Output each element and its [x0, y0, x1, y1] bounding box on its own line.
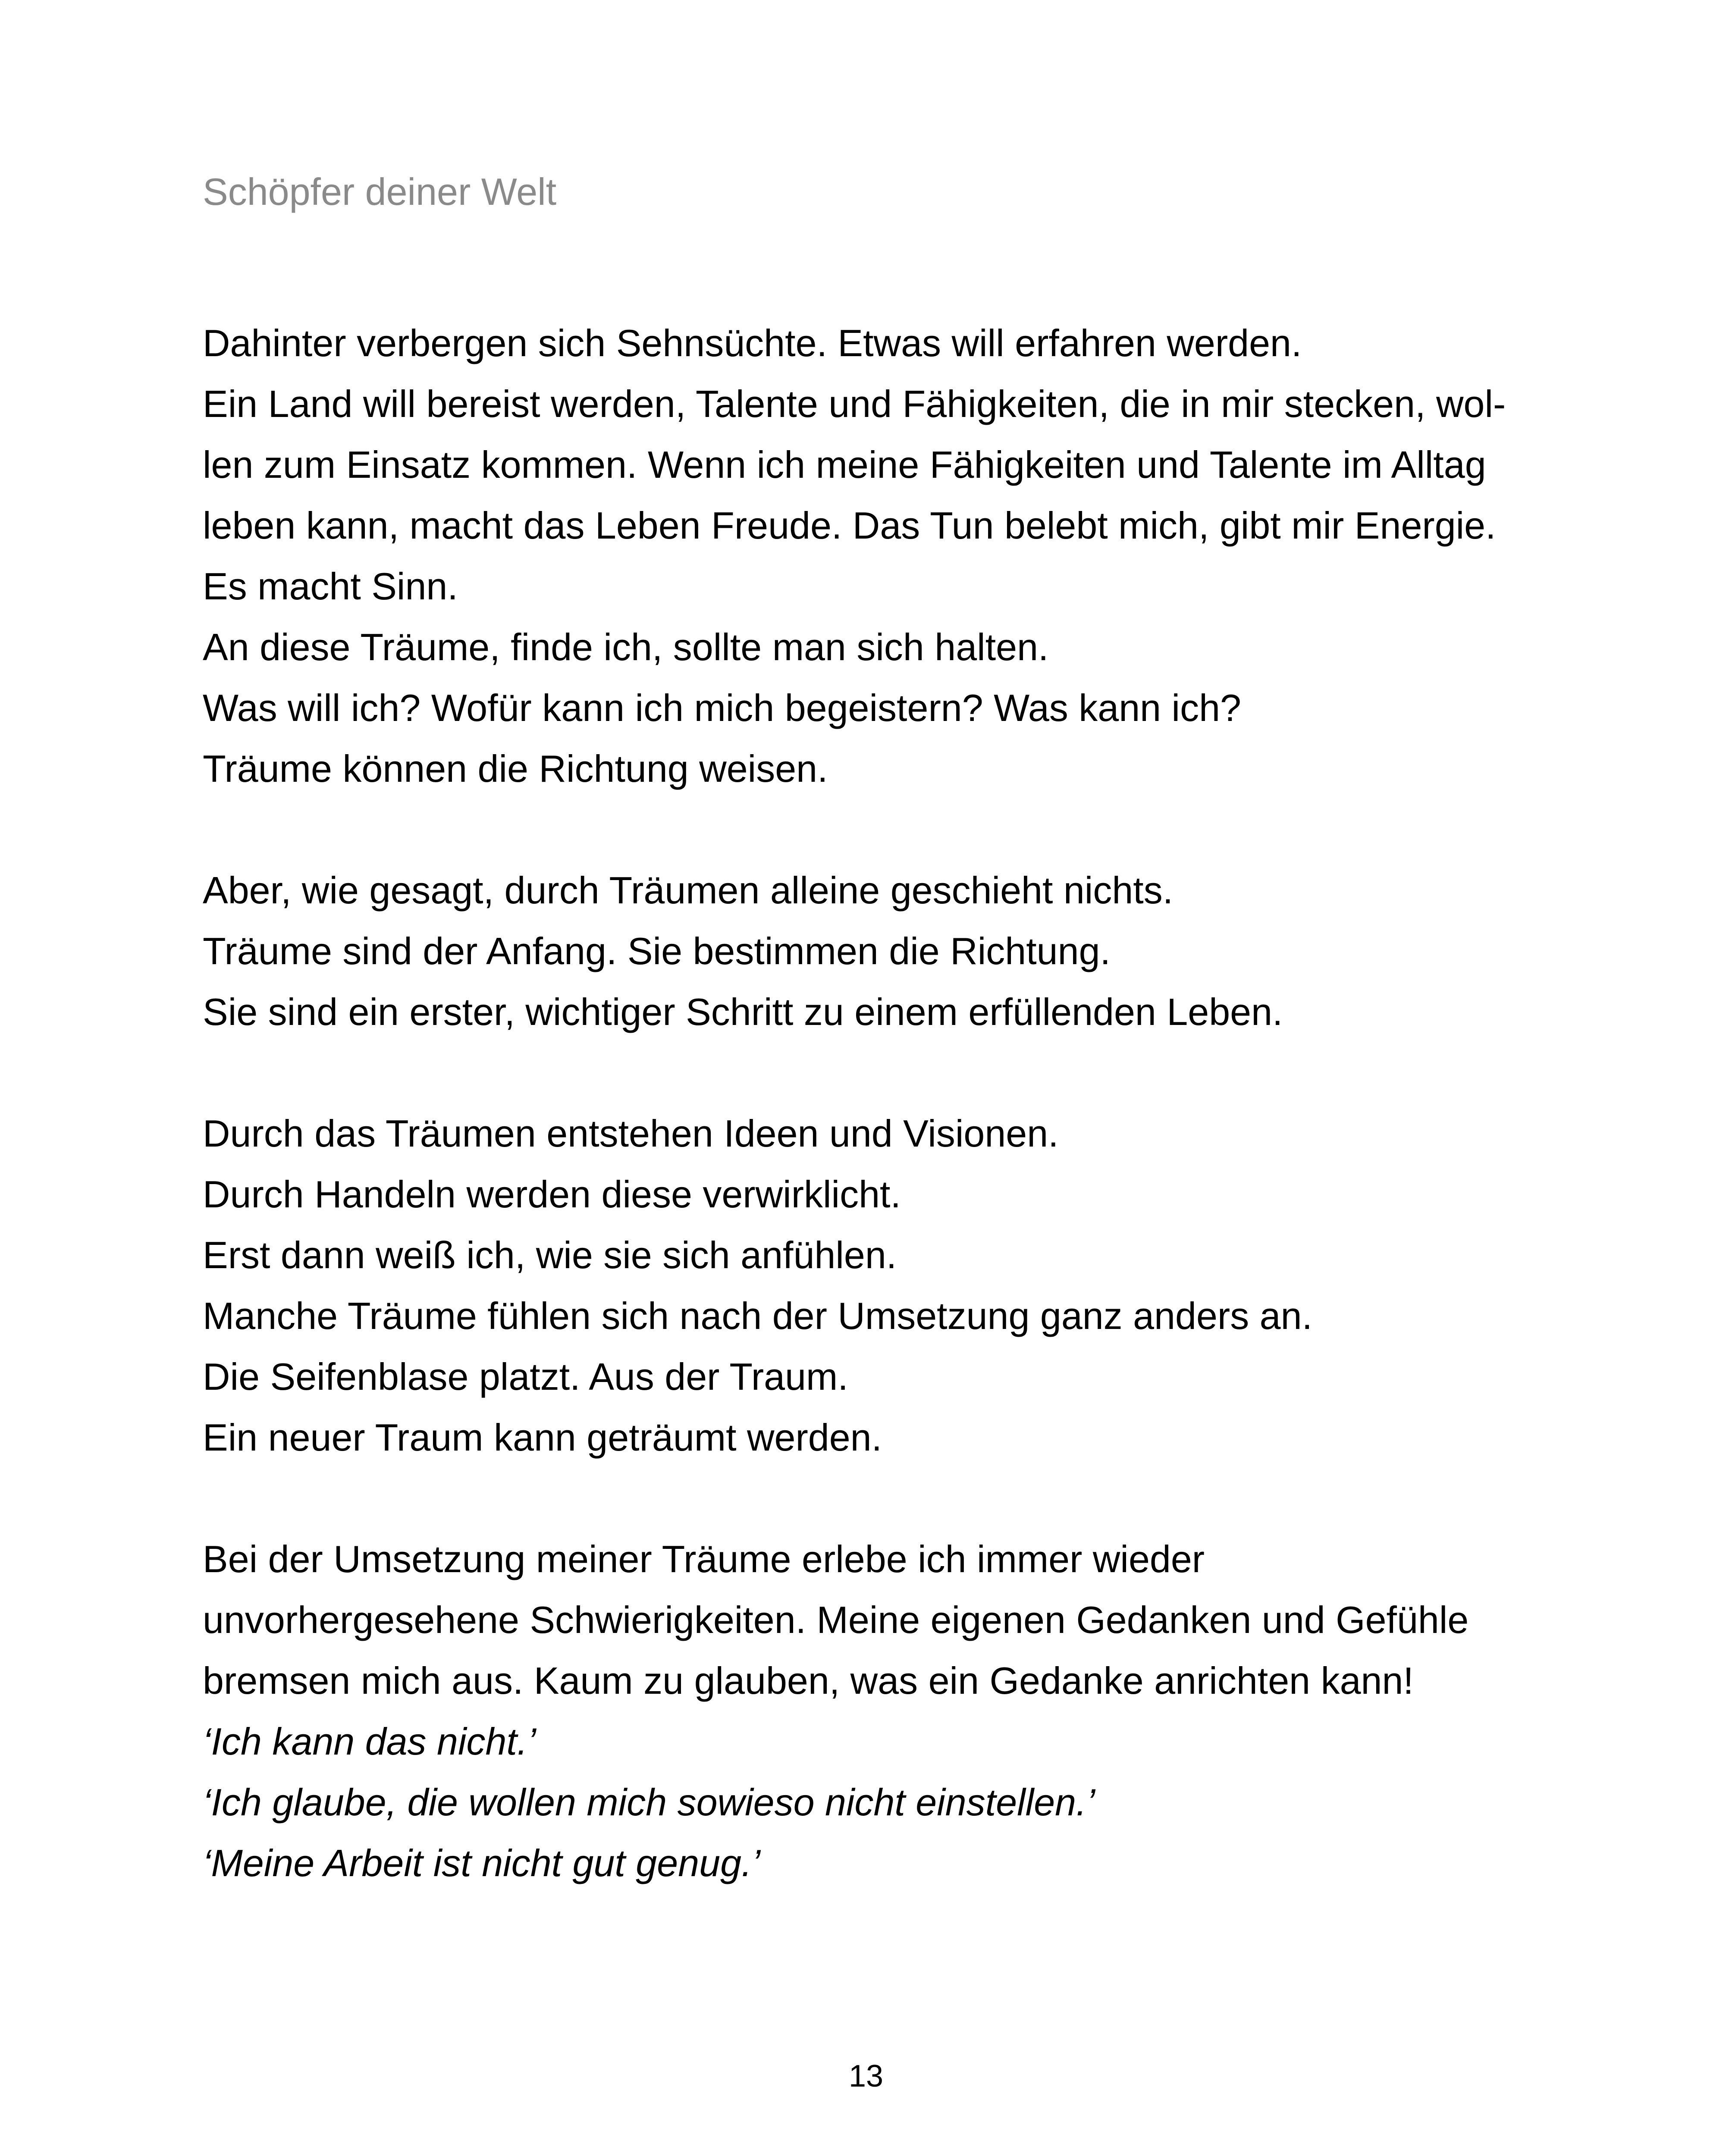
text-line: Was will ich? Wofür kann ich mich begeistern? Was kann ich? [203, 686, 1241, 729]
text-line: Die Seifenblase platzt. Aus der Traum. [203, 1355, 848, 1398]
text-line: len zum Einsatz kommen. Wenn ich meine Fähigkeiten und Talente im Alltag [203, 443, 1486, 486]
text-line: Träume können die Richtung weisen. [203, 747, 828, 790]
paragraph-1 [203, 313, 1583, 799]
running-header-title: Schöpfer deiner Welt [203, 170, 557, 213]
text-line: bremsen mich aus. Kaum zu glauben, was ein Gedanke anrichten kann! [203, 1659, 1414, 1702]
text-line: leben kann, macht das Leben Freude. Das Tun belebt mich, gibt mir Energie. [203, 504, 1496, 547]
text-line: Ein Land will bereist werden, Talente und Fähigkeiten, die in mir stecken, wol- [203, 382, 1506, 425]
paragraph-3 [203, 1103, 1583, 1468]
text-line: Durch Handeln werden diese verwirklicht. [203, 1173, 901, 1216]
page-number: 13 [848, 2059, 884, 2093]
paragraph-2 [203, 860, 1583, 1042]
text-line: Ein neuer Traum kann geträumt werden. [203, 1416, 882, 1459]
text-line: Durch das Träumen entstehen Ideen und Visionen. [203, 1112, 1059, 1155]
quoted-thought: ‘Ich kann das nicht.’ [203, 1720, 536, 1763]
text-line: Dahinter verbergen sich Sehnsüchte. Etwas will erfahren werden. [203, 322, 1302, 364]
text-line: An diese Träume, finde ich, sollte man sich halten. [203, 626, 1049, 668]
quoted-thought: ‘Ich glaube, die wollen mich sowieso nicht einstellen.’ [203, 1781, 1095, 1824]
text-line: Bei der Umsetzung meiner Träume erlebe ich immer wieder [203, 1538, 1205, 1580]
body-text [203, 313, 1583, 1893]
text-line: Es macht Sinn. [203, 565, 458, 608]
text-line: Sie sind ein erster, wichtiger Schritt zu einem erfüllenden Leben. [203, 990, 1283, 1033]
text-line: Erst dann weiß ich, wie sie sich anfühlen. [203, 1234, 897, 1276]
quoted-thought: ‘Meine Arbeit ist nicht gut genug.’ [203, 1842, 761, 1884]
text-line: Manche Träume fühlen sich nach der Umsetzung ganz anders an. [203, 1294, 1313, 1337]
text-line: Aber, wie gesagt, durch Träumen alleine geschieht nichts. [203, 869, 1173, 912]
paragraph-4 [203, 1529, 1583, 1893]
text-line: unvorhergesehene Schwierigkeiten. Meine eigenen Gedanken und Gefühle [203, 1598, 1469, 1641]
text-line: Träume sind der Anfang. Sie bestimmen die Richtung. [203, 930, 1111, 972]
